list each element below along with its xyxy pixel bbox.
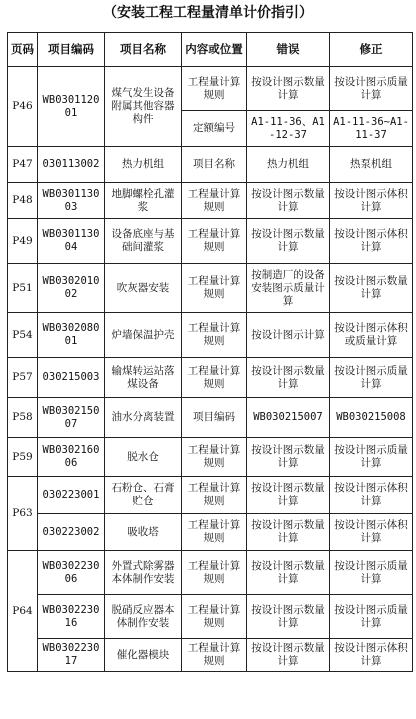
error-cell: 按设计图示数量计算 — [247, 477, 330, 514]
fix-cell: WB030215008 — [330, 398, 413, 438]
table-row — [8, 514, 413, 551]
header-error: 错误 — [247, 33, 330, 67]
fix-cell: 按设计图示质量计算 — [330, 595, 413, 639]
table-row — [8, 67, 413, 111]
error-cell: 按设计图示计算 — [247, 313, 330, 358]
error-cell: 按设计图示数量计算 — [247, 595, 330, 639]
page-cell: P63 — [8, 477, 38, 551]
error-cell: A1-11-36、A1-12-37 — [247, 111, 330, 147]
error-cell: 按设计图示数量计算 — [247, 438, 330, 477]
fix-cell: A1-11-36~A1-11-37 — [330, 111, 413, 147]
page-cell: P47 — [8, 147, 38, 183]
location-cell: 工程量计算规则 — [182, 477, 247, 514]
code-cell: WB030223016 — [38, 595, 105, 639]
name-cell: 石粉仓、石膏贮仓 — [105, 477, 182, 514]
location-cell: 工程量计算规则 — [182, 219, 247, 264]
location-cell: 工程量计算规则 — [182, 595, 247, 639]
header-name: 项目名称 — [105, 33, 182, 67]
error-cell: 按设计图示数量计算 — [247, 183, 330, 219]
table-row — [8, 551, 413, 595]
location-cell: 工程量计算规则 — [182, 67, 247, 111]
code-cell: WB030113003 — [38, 183, 105, 219]
page-cell: P49 — [8, 219, 38, 264]
name-cell: 油水分离装置 — [105, 398, 182, 438]
location-cell: 工程量计算规则 — [182, 551, 247, 595]
name-cell: 脱硝反应器本体制作安装 — [105, 595, 182, 639]
code-cell: 030223002 — [38, 514, 105, 551]
table-row — [8, 183, 413, 219]
name-cell: 吸收塔 — [105, 514, 182, 551]
page-cell: P64 — [8, 551, 38, 672]
header-page: 页码 — [8, 33, 38, 67]
location-cell: 工程量计算规则 — [182, 183, 247, 219]
header-fix: 修正 — [330, 33, 413, 67]
error-cell: 按设计图示数量计算 — [247, 514, 330, 551]
error-cell: 按制造厂的设备安装图示质量计算 — [247, 264, 330, 313]
header-location: 内容或位置 — [182, 33, 247, 67]
code-cell: WB030215007 — [38, 398, 105, 438]
header-code: 项目编码 — [38, 33, 105, 67]
table-row — [8, 313, 413, 358]
code-cell: WB030112001 — [38, 67, 105, 147]
location-cell: 工程量计算规则 — [182, 639, 247, 672]
table-row — [8, 438, 413, 477]
code-cell: WB030113004 — [38, 219, 105, 264]
fix-cell: 按设计图示体积计算 — [330, 219, 413, 264]
error-cell: 按设计图示数量计算 — [247, 219, 330, 264]
fix-cell: 按设计图示质量计算 — [330, 67, 413, 111]
name-cell: 设备底座与基础间灌浆 — [105, 219, 182, 264]
error-cell: 按设计图示数量计算 — [247, 551, 330, 595]
page-cell: P51 — [8, 264, 38, 313]
error-cell: WB030215007 — [247, 398, 330, 438]
code-cell: 030223001 — [38, 477, 105, 514]
fix-cell: 按设计图示体积计算 — [330, 514, 413, 551]
fix-cell: 按设计图示质量计算 — [330, 358, 413, 398]
page-cell: P59 — [8, 438, 38, 477]
location-cell: 定额编号 — [182, 111, 247, 147]
page-cell: P46 — [8, 67, 38, 147]
location-cell: 工程量计算规则 — [182, 514, 247, 551]
code-cell: WB030223006 — [38, 551, 105, 595]
table-row — [8, 398, 413, 438]
location-cell: 工程量计算规则 — [182, 313, 247, 358]
location-cell: 工程量计算规则 — [182, 358, 247, 398]
code-cell: 030113002 — [38, 147, 105, 183]
header-row — [8, 33, 413, 67]
location-cell: 项目编码 — [182, 398, 247, 438]
code-cell: WB030208001 — [38, 313, 105, 358]
error-cell: 按设计图示数量计算 — [247, 67, 330, 111]
name-cell: 吹灰器安装 — [105, 264, 182, 313]
fix-cell: 按设计图示体积或质量计算 — [330, 313, 413, 358]
name-cell: 输煤转运站落煤设备 — [105, 358, 182, 398]
table-row — [8, 639, 413, 672]
name-cell: 催化器模块 — [105, 639, 182, 672]
error-cell: 按设计图示数量计算 — [247, 358, 330, 398]
name-cell: 脱水仓 — [105, 438, 182, 477]
fix-cell: 按设计图示体积计算 — [330, 639, 413, 672]
name-cell: 煤气发生设备附属其他容器构件 — [105, 67, 182, 147]
fix-cell: 按设计图示质量计算 — [330, 438, 413, 477]
name-cell: 热力机组 — [105, 147, 182, 183]
name-cell: 外置式除雾器本体制作安装 — [105, 551, 182, 595]
page-cell: P54 — [8, 313, 38, 358]
code-cell: WB030201002 — [38, 264, 105, 313]
name-cell: 炉墙保温护壳 — [105, 313, 182, 358]
table-row — [8, 358, 413, 398]
fix-cell: 热泵机组 — [330, 147, 413, 183]
code-cell: WB030223017 — [38, 639, 105, 672]
name-cell: 地脚螺栓孔灌浆 — [105, 183, 182, 219]
fix-cell: 按设计图示体积计算 — [330, 477, 413, 514]
code-cell: 030215003 — [38, 358, 105, 398]
table-row — [8, 595, 413, 639]
document-title: （安装工程工程量清单计价指引） — [103, 5, 313, 21]
errata-table — [7, 32, 413, 672]
code-cell: WB030216006 — [38, 438, 105, 477]
table-row — [8, 264, 413, 313]
table-row — [8, 477, 413, 514]
fix-cell: 按设计图示体积计算 — [330, 183, 413, 219]
fix-cell: 按设计图示数量计算 — [330, 264, 413, 313]
error-cell: 按设计图示数量计算 — [247, 639, 330, 672]
location-cell: 项目名称 — [182, 147, 247, 183]
page-cell: P58 — [8, 398, 38, 438]
page-cell: P57 — [8, 358, 38, 398]
fix-cell: 按设计图示质量计算 — [330, 551, 413, 595]
page-cell: P48 — [8, 183, 38, 219]
location-cell: 工程量计算规则 — [182, 264, 247, 313]
location-cell: 工程量计算规则 — [182, 438, 247, 477]
table-row — [8, 147, 413, 183]
error-cell: 热力机组 — [247, 147, 330, 183]
table-row — [8, 219, 413, 264]
